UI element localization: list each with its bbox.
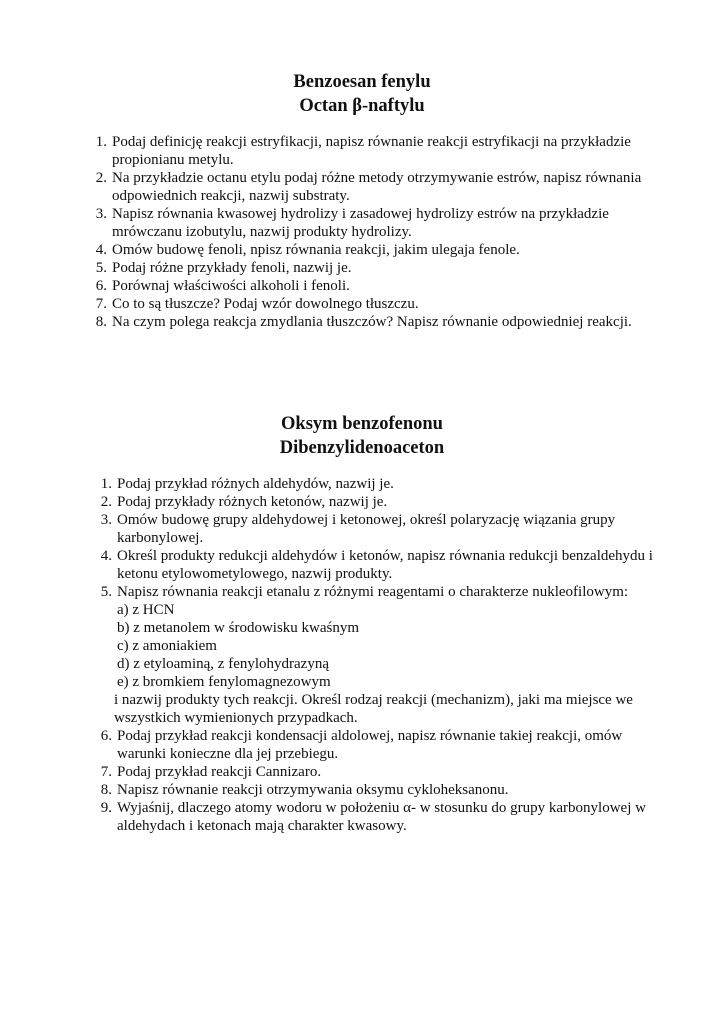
sub-item: c) z amoniakiem	[117, 638, 217, 654]
list-item	[100, 799, 657, 835]
list-item	[95, 133, 652, 169]
section-subtitle: Dibenzylidenoaceton	[279, 438, 445, 458]
list-item	[100, 583, 657, 727]
item-number: 2.	[95, 170, 107, 186]
item-number: 8.	[100, 782, 112, 798]
list-item	[100, 511, 657, 547]
item-text: Na przykładzie octanu etylu podaj różne metody otrzymywanie estrów, napisz równania odpowiednich reakcji, nazwij substraty.	[112, 170, 642, 204]
item-number: 2.	[100, 494, 112, 510]
list-item	[95, 241, 652, 259]
item-text: Określ produkty redukcji aldehydów i ketonów, napisz równania redukcji benzaldehydu i ketonu etylowometylowego, nazwij produkty.	[117, 548, 653, 582]
item-number: 5.	[100, 584, 112, 600]
item-number: 1.	[95, 134, 107, 150]
item-text: Podaj definicję reakcji estryfikacji, napisz równanie reakcji estryfikacji na przykładzie propionianu metylu.	[112, 134, 631, 168]
item-text: Omów budowę grupy aldehydowej i ketonowej, określ polaryzację wiązania grupy karbonylowej.	[117, 512, 616, 546]
section-subtitle: Octan β-naftylu	[299, 96, 425, 116]
item-number: 6.	[100, 728, 112, 744]
list-item	[95, 259, 652, 277]
list-item	[95, 295, 652, 313]
sub-item: b) z metanolem w środowisku kwaśnym	[117, 620, 360, 636]
item-number: 8.	[95, 314, 107, 330]
item-number: 4.	[100, 548, 112, 564]
item-number: 7.	[100, 764, 112, 780]
item-text: Podaj przykład reakcji kondensacji aldolowej, napisz równanie takiej reakcji, omów warunki konieczne dla jej przebiegu.	[117, 728, 623, 762]
list-item	[100, 727, 657, 763]
list-item	[95, 277, 652, 295]
item-text: Napisz równanie reakcji otrzymywania oksymu cykloheksanonu.	[117, 782, 509, 798]
question-list	[0, 475, 724, 835]
item-text: Na czym polega reakcja zmydlania tłuszczów? Napisz równanie odpowiedniej reakcji.	[112, 314, 632, 330]
item-number: 7.	[95, 296, 107, 312]
item-text: Porównaj właściwości alkoholi i fenoli.	[112, 278, 350, 294]
item-text: Co to są tłuszcze? Podaj wzór dowolnego tłuszczu.	[112, 296, 419, 312]
list-item	[100, 781, 657, 799]
section-title: Benzoesan fenylu	[293, 72, 431, 92]
item-text: Napisz równania reakcji etanalu z różnymi reagentami o charakterze nukleofilowym:	[117, 584, 629, 600]
list-item	[95, 313, 652, 331]
list-item	[100, 475, 657, 493]
item-text: Podaj przykłady różnych ketonów, nazwij je.	[117, 494, 388, 510]
item-text: Podaj przykład różnych aldehydów, nazwij je.	[117, 476, 394, 492]
list-item	[100, 493, 657, 511]
item-text: Podaj przykład reakcji Cannizaro.	[117, 764, 322, 780]
item-text: Omów budowę fenoli, npisz równania reakcji, jakim ulegaja fenole.	[112, 242, 520, 258]
item-number: 1.	[100, 476, 112, 492]
item-number: 4.	[95, 242, 107, 258]
list-item	[95, 169, 652, 205]
section-carbonyls	[0, 412, 724, 835]
list-item	[95, 205, 652, 241]
list-item	[100, 763, 657, 781]
list-item	[100, 547, 657, 583]
section-title: Oksym benzofenonu	[281, 414, 443, 434]
item-text: Podaj różne przykłady fenoli, nazwij je.	[112, 260, 352, 276]
item-text: Napisz równania kwasowej hydrolizy i zasadowej hydrolizy estrów na przykładzie mrówczanu izobutylu, nazwij produkty hydrolizy.	[112, 206, 609, 240]
item-text: Wyjaśnij, dlaczego atomy wodoru w położeniu α- w stosunku do grupy karbonylowej w aldehydach i ketonach mają charakter kwasowy.	[117, 800, 646, 834]
item-tail-text: i nazwij produkty tych reakcji. Określ rodzaj reakcji (mechanizm), jaki ma miejsce we wszystkich wymienionych przypadkach.	[114, 692, 633, 726]
question-list	[0, 133, 724, 331]
sub-item: e) z bromkiem fenylomagnezowym	[117, 674, 331, 690]
item-number: 6.	[95, 278, 107, 294]
section-esters-phenols	[0, 70, 724, 331]
item-number: 5.	[95, 260, 107, 276]
sub-item: d) z etyloaminą, z fenylohydrazyną	[117, 656, 329, 672]
item-number: 3.	[100, 512, 112, 528]
item-number: 9.	[100, 800, 112, 816]
sub-item: a) z HCN	[117, 602, 175, 618]
item-number: 3.	[95, 206, 107, 222]
